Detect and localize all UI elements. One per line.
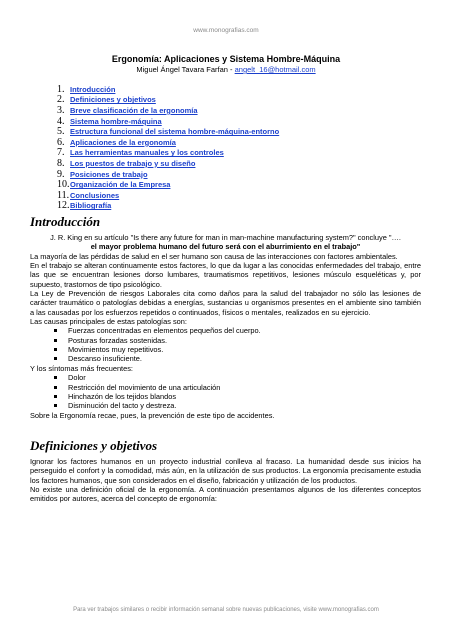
site-footer[interactable]: Para ver trabajos similares o recibir información semanal sobre nuevas publicaciones, visite www.monografias.com <box>73 607 379 613</box>
toc-link-puestos[interactable]: Los puestos de trabajo y su diseño <box>70 158 196 168</box>
section-heading-definiciones: Definiciones y objetivos <box>30 438 158 453</box>
toc-number: 5. <box>57 126 65 138</box>
paragraph: No existe una definición oficial de la ergonomía. A continuación presentamos algunos de los diferentes conceptos emitidos por autores, acerca del concepto de ergonomía: <box>30 485 421 504</box>
section-heading-introduccion: Introducción <box>30 214 101 229</box>
definiciones-body <box>30 457 421 504</box>
toc-item <box>57 137 279 148</box>
table-of-contents <box>57 84 279 211</box>
toc-number: 8. <box>57 157 65 169</box>
list-item: Fuerzas concentradas en elementos pequeños del cuerpo. <box>30 326 421 335</box>
site-header[interactable]: www.monografias.com <box>193 27 259 34</box>
toc-number: 4. <box>57 115 65 127</box>
toc-number: 2. <box>57 94 65 106</box>
paragraph: Sobre la Ergonomía recae, pues, la prevención de este tipo de accidentes. <box>30 410 275 420</box>
quote-line-bold: el mayor problema humano del futuro será con el aburrimiento en el trabajo" <box>90 242 361 252</box>
symptoms-list <box>30 373 421 410</box>
causes-intro: Las causas principales de estas patologías son: <box>30 317 187 327</box>
paragraph: La mayoría de las pérdidas de salud en el ser humano son causa de las interacciones con factores ambientales. <box>30 251 398 261</box>
causes-list <box>30 326 421 363</box>
list-item: Disminución del tacto y destreza. <box>30 401 421 410</box>
toc-link-introduccion[interactable]: Introducción <box>70 84 116 94</box>
toc-number: 1. <box>57 83 65 95</box>
list-item: Descanso insuficiente. <box>30 354 421 363</box>
toc-item <box>57 169 279 180</box>
toc-item <box>57 105 279 116</box>
list-item: Restricción del movimiento de una articulación <box>30 383 421 392</box>
toc-link-clasificacion[interactable]: Breve clasificación de la ergonomía <box>70 105 198 115</box>
toc-link-posiciones[interactable]: Posiciones de trabajo <box>70 169 148 179</box>
toc-link-estructura[interactable]: Estructura funcional del sistema hombre-máquina-entorno <box>70 127 280 137</box>
toc-link-bibliografia[interactable]: Bibliografía <box>70 201 112 211</box>
list-item: Hinchazón de los tejidos blandos <box>30 392 421 401</box>
document-title: Ergonomía: Aplicaciones y Sistema Hombre-Máquina <box>111 54 341 64</box>
author-name: Miguel Ángel Tavara Farfan - <box>136 65 235 74</box>
toc-link-conclusiones[interactable]: Conclusiones <box>70 190 120 200</box>
paragraph: En el trabajo se alteran continuamente estos factores, lo que da lugar a las conocidas enfermedades del trabajo, entre las que se encuentran lesiones dorso lumbares, traumatismos repetitivos, lesiones músculo esqueléticas y, por supuesto, trastornos de tipo psicológico. <box>30 261 421 289</box>
toc-item <box>57 116 279 127</box>
list-item: Movimientos muy repetitivos. <box>30 345 421 354</box>
toc-number: 7. <box>57 147 65 159</box>
toc-number: 3. <box>57 104 65 116</box>
symptoms-intro: Y los síntomas más frecuentes: <box>30 363 133 373</box>
quote-line: J. R. King en su artículo "Is there any future for man in man-machine manufacturing system?" concluye "…. <box>50 233 401 242</box>
toc-item <box>57 126 279 137</box>
document-author <box>0 65 452 74</box>
author-email-link[interactable]: angelt_16@hotmail.com <box>234 65 316 74</box>
toc-item <box>57 201 279 212</box>
list-item: Posturas forzadas sostenidas. <box>30 336 421 345</box>
toc-item <box>57 190 279 201</box>
toc-number: 6. <box>57 136 65 148</box>
toc-link-definiciones[interactable]: Definiciones y objetivos <box>70 95 156 105</box>
toc-link-herramientas[interactable]: Las herramientas manuales y los controles <box>70 148 224 158</box>
toc-item <box>57 179 279 190</box>
toc-number: 12. <box>57 200 70 212</box>
toc-number: 11. <box>57 189 70 201</box>
paragraph: La Ley de Prevención de riesgos Laborales cita como daños para la salud del trabajador no sólo las lesiones de carácter traumático o patologías debidas a energías, sustancias u organismos presentes en el ambiente sino también a las causadas por los esfuerzos repetidos o continuados, físicos o mentales, realizados en su ejercicio. <box>30 289 421 317</box>
toc-number: 10. <box>57 179 70 191</box>
introduccion-body <box>30 233 421 420</box>
toc-item <box>57 84 279 95</box>
toc-item <box>57 158 279 169</box>
toc-number: 9. <box>57 168 65 180</box>
toc-item <box>57 95 279 106</box>
paragraph: Ignorar los factores humanos en un proyecto industrial conlleva al fracaso. La humanidad desde sus inicios ha perseguido el confort y la comodidad, más aún, en la utilización de sus productos. La ergonomía precisamente estudia los factores humanos, que son considerados en el diseño, fabricación y utilización de los productos. <box>30 457 421 485</box>
toc-link-aplicaciones[interactable]: Aplicaciones de la ergonomía <box>70 137 176 147</box>
list-item: Dolor <box>30 373 421 382</box>
toc-link-organizacion[interactable]: Organización de la Empresa <box>70 180 171 190</box>
toc-item <box>57 148 279 159</box>
toc-link-sistema[interactable]: Sistema hombre-máquina <box>70 116 162 126</box>
